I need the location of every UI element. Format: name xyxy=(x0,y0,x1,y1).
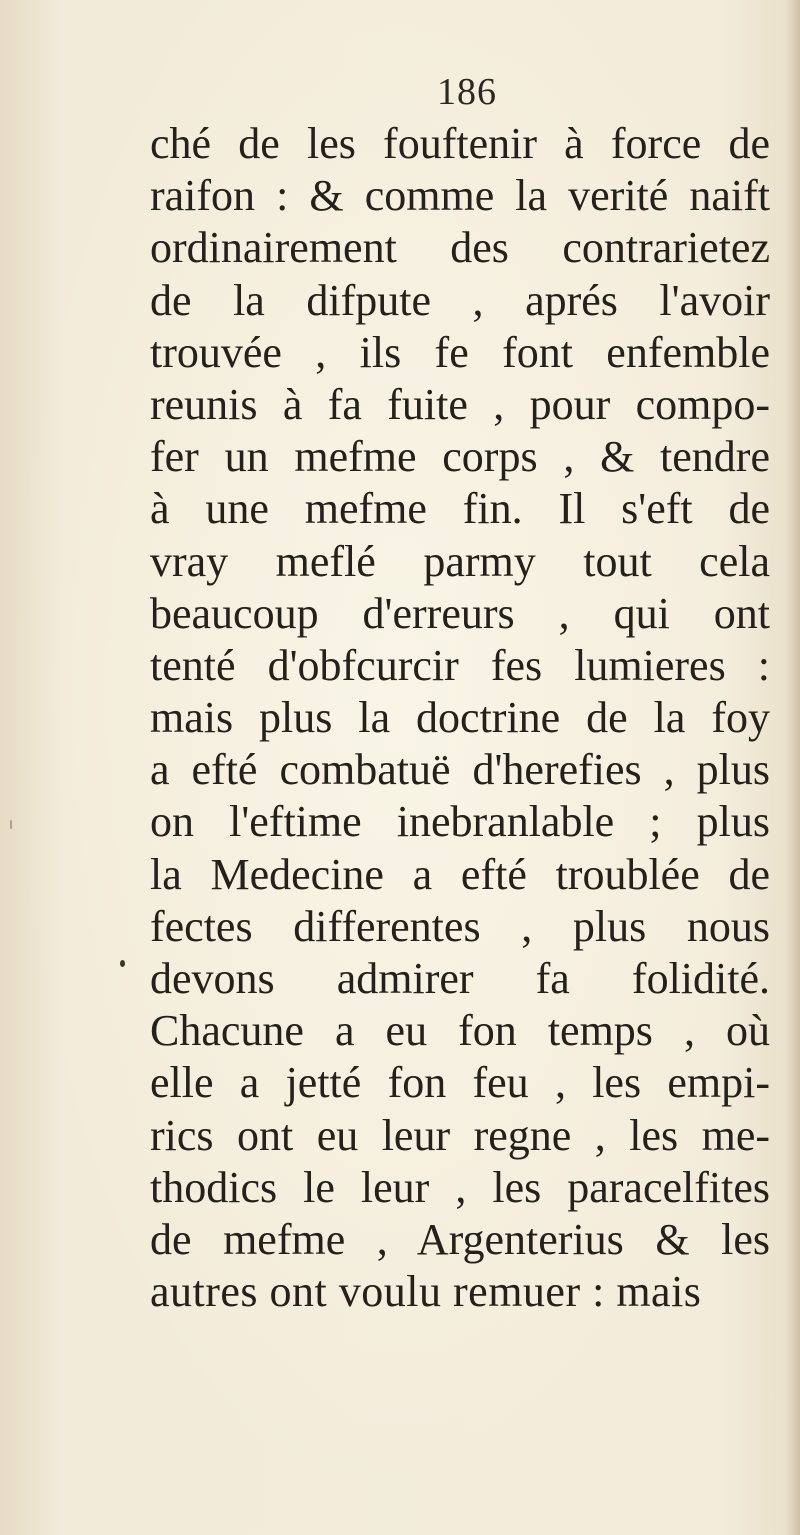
text-line: Chacune a eu fon temps , où xyxy=(150,1006,770,1056)
text-line: devons admirer fa folidité. xyxy=(150,954,770,1003)
page-edge-shadow xyxy=(786,0,800,1535)
text-line: a efté combatuë d'herefies , plus xyxy=(150,745,770,795)
text-line: de la difpute , aprés l'avoir xyxy=(150,275,770,325)
text-line: reunis à fa fuite , pour compo- xyxy=(150,379,770,429)
ink-speck xyxy=(120,960,125,967)
text-line: fer un mefme corps , & tendre xyxy=(150,432,770,482)
text-line: raifon : & comme la verité naift xyxy=(150,171,770,221)
page-number: 186 xyxy=(437,71,497,113)
text-line: ché de les fouftenir à force de xyxy=(150,119,770,168)
text-line: mais plus la doctrine de la foy xyxy=(150,693,770,743)
text-line: ordinairement des contrarietez xyxy=(150,223,770,273)
body-text xyxy=(150,118,770,1318)
ink-speck xyxy=(10,820,12,829)
text-line: de mefme , Argenterius & les xyxy=(150,1214,770,1264)
text-line: elle a jetté fon feu , les empi- xyxy=(150,1058,770,1108)
text-line: thodics le leur , les paracelfites xyxy=(150,1162,770,1212)
text-line: autres ont voulu remuer : mais xyxy=(150,1267,702,1317)
text-line: beaucoup d'erreurs , qui ont xyxy=(150,588,770,638)
text-line: trouvée , ils fe font enfemble xyxy=(150,327,770,377)
text-line: vray meflé parmy tout cela xyxy=(150,536,770,586)
text-line: tenté d'obfcurcir fes lumieres : xyxy=(150,640,770,690)
text-line: fectes differentes , plus nous xyxy=(150,901,770,951)
text-line: à une mefme fin. Il s'eft de xyxy=(150,484,770,534)
text-line: rics ont eu leur regne , les me- xyxy=(150,1110,770,1160)
text-line: on l'eftime inebranlable ; plus xyxy=(150,797,770,847)
text-line: la Medecine a efté troublée de xyxy=(150,849,770,899)
